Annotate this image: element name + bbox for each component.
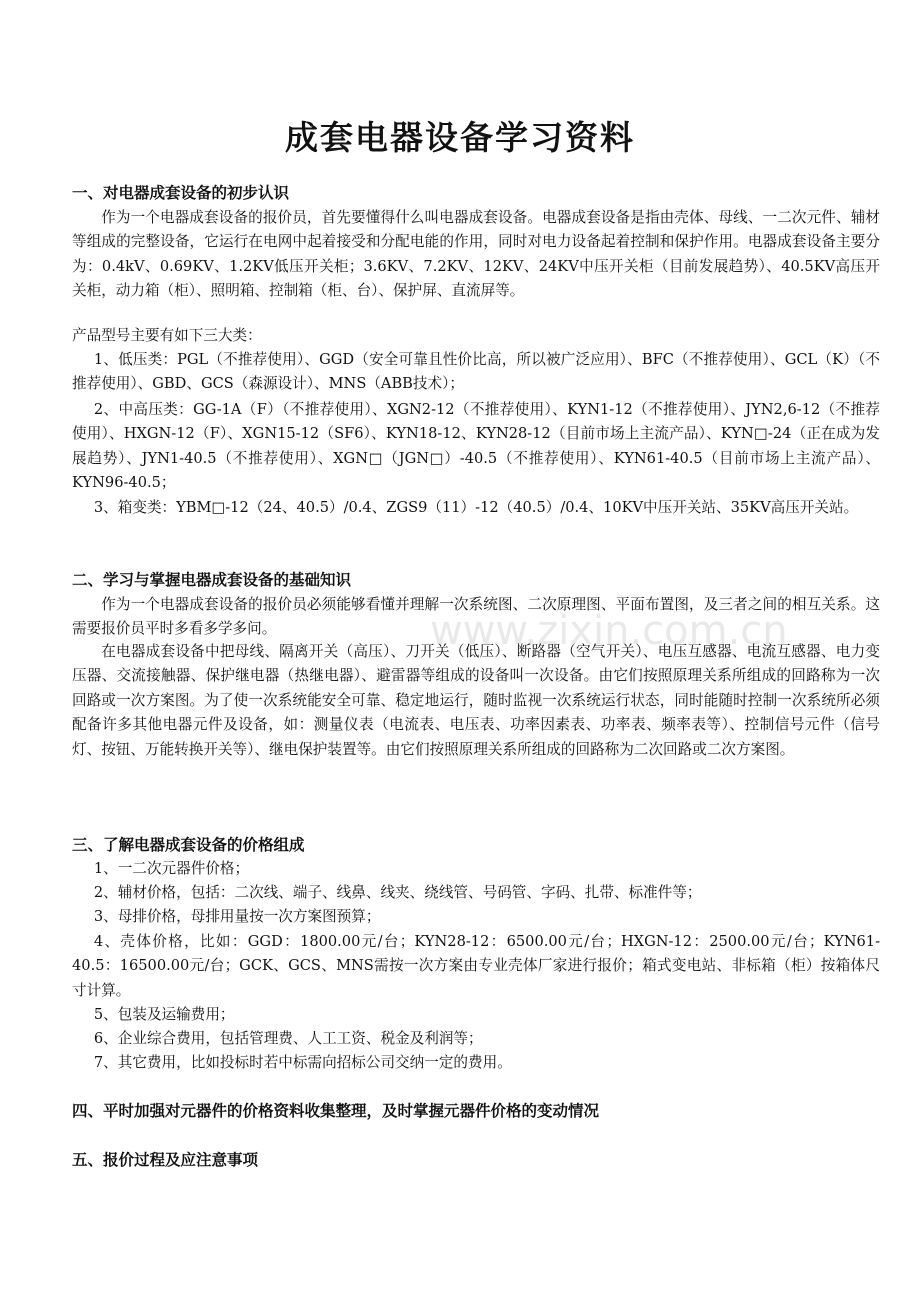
section-1-paragraph-intro: 作为一个电器成套设备的报价员，首先要懂得什么叫电器成套设备。电器成套设备是指由壳体、母线、一二次元件、辅材等组成的完整设备，它运行在电网中起着接受和分配电能的作用，同时对电力设备起着控制和保护作用。电器成套设备主要分为：0.4kV、0.69KV、1.2KV低压开关柜；3.6KV、7.2KV、12KV、24KV中压开关柜（目前发展趋势）、40.5KV高压开关柜，动力箱（柜）、照明箱、控制箱（柜、台）、保护屏、直流屏等。 (72, 209, 880, 300)
section-2-heading: 二、学习与掌握电器成套设备的基础知识 (72, 570, 352, 589)
section-4-heading: 四、平时加强对元器件的价格资料收集整理，及时掌握元器件价格的变动情况 (72, 1101, 600, 1120)
section-1-item-box-transformer: 3、箱变类：YBM□-12（24、40.5）/0.4、ZGS9（11）-12（40.5）/0.4、10KV中压开关站、35KV高压开关站。 (93, 499, 859, 516)
section-3-item-2: 2、辅材价格，包括：二次线、端子、线鼻、线夹、绕线管、号码管、字码、扎带、标准件等； (93, 884, 702, 901)
watermark: www.zixin.com.cn (430, 608, 788, 654)
section-3-item-7: 7、其它费用，比如投标时若中标需向招标公司交纳一定的费用。 (93, 1054, 512, 1071)
section-1-item-low-voltage: 1、低压类：PGL（不推荐使用）、GGD（安全可靠且性价比高，所以被广泛应用）、BFC（不推荐使用）、GCL（K）（不推荐使用）、GBD、GCS（森源设计）、MNS（ABB技术）； (72, 351, 880, 393)
section-3-item-3: 3、母排价格，母排用量按一次方案图预算； (93, 908, 381, 925)
section-3-item-6: 6、企业综合费用，包括管理费、人工工资、税金及利润等； (93, 1030, 483, 1047)
section-3-item-5: 5、包装及运输费用； (93, 1006, 235, 1023)
section-5-heading: 五、报价过程及应注意事项 (72, 1150, 259, 1169)
section-1-heading: 一、对电器成套设备的初步认识 (72, 183, 290, 202)
section-1-item-medium-high-voltage: 2、中高压类：GG-1A（F）（不推荐使用）、XGN2-12（不推荐使用）、KYN1-12（不推荐使用）、JYN2,6-12（不推荐使用）、HXGN-12（F）、XGN15-12（SF6）、KYN18-12、KYN28-12（目前市场上主流产品）、KYN□-24（正在成为发展趋势）、JYN1-40.5（不推荐使用）、XGN□（JGN□）-40.5（不推荐使用）、KYN61-40.5（目前市场上主流产品）、KYN96-40.5； (72, 401, 880, 492)
section-2-paragraph-2: 在电器成套设备中把母线、隔离开关（高压）、刀开关（低压）、断路器（空气开关）、电压互感器、电流互感器、电力变压器、交流接触器、保护继电器（热继电器）、避雷器等组成的设备叫一次设备。由它们按照原理关系所组成的回路称为一次回路或一次方案图。为了使一次系统能安全可靠、稳定地运行，随时监视一次系统运行状态，同时能随时控制一次系统所必须配备许多其他电器元件及设备，如：测量仪表（电流表、电压表、功率因素表、功率表、频率表等）、控制信号元件（信号灯、按钮、万能转换开关等）、继电保护装置等。由它们按照原理关系所组成的回路称为二次回路或二次方案图。 (72, 643, 880, 758)
section-3-item-1: 1、一二次元器件价格； (93, 860, 250, 877)
section-1-paragraph-types: 产品型号主要有如下三大类： (72, 327, 262, 344)
page-title: 成套电器设备学习资料 (285, 118, 635, 157)
section-2-paragraph-1: 作为一个电器成套设备的报价员必须能够看懂并理解一次系统图、二次原理图、平面布置图，及三者之间的相互关系。这需要报价员平时多看多学多问。 (72, 596, 880, 638)
section-3-heading: 三、了解电器成套设备的价格组成 (72, 835, 305, 854)
section-3-item-4: 4、壳体价格，比如：GGD：1800.00元/台；KYN28-12：6500.00元/台；HXGN-12：2500.00元/台；KYN61-40.5：16500.00元/台；GCK、GCS、MNS需按一次方案由专业壳体厂家进行报价；箱式变电站、非标箱（柜）按箱体尺寸计算。 (72, 933, 880, 999)
